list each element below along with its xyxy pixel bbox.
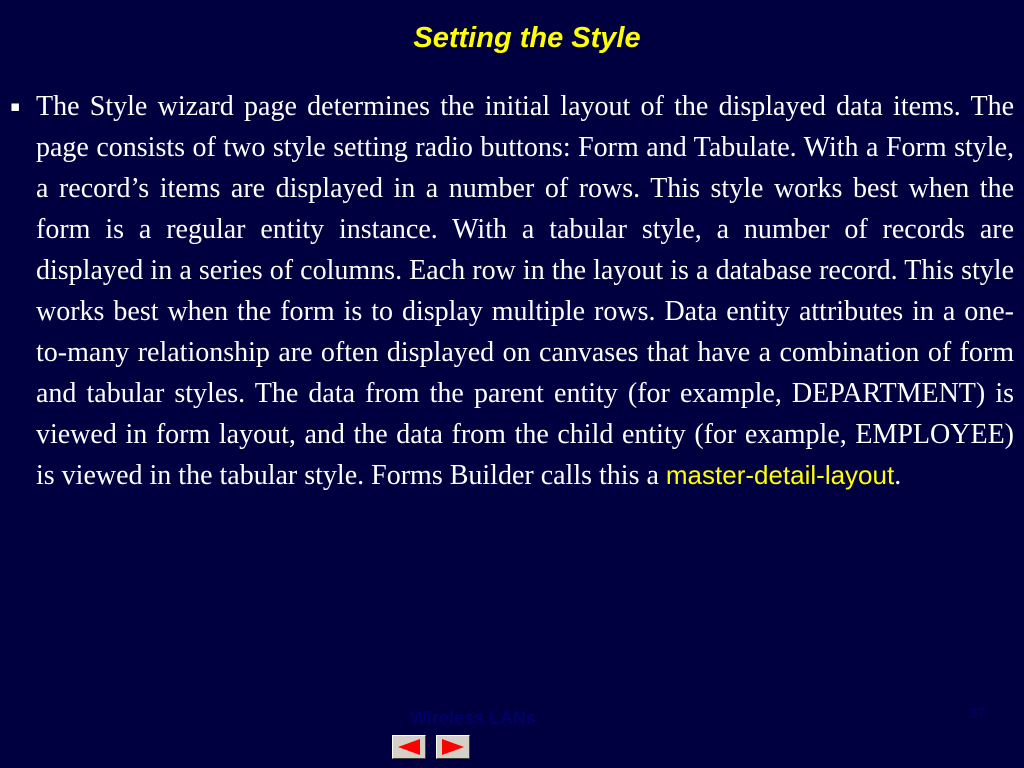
bullet-paragraph xyxy=(36,86,1014,496)
footer-text: Wireless LANs xyxy=(410,708,536,728)
highlight-term: master-detail-layout xyxy=(665,460,895,490)
left-triangle-icon xyxy=(396,738,422,756)
next-slide-button[interactable] xyxy=(436,735,470,759)
square-bullet-icon: ▪ xyxy=(10,97,21,115)
slide-title: Setting the Style xyxy=(413,22,641,54)
end-punctuation: . xyxy=(894,460,902,491)
bullet-body-text: The Style wizard page determines the initial layout of the displayed data items. The page consists of two style setting radio buttons: Form and Tabulate. With a Form style, a record’s items are displayed in a number of rows. This style works best when the form is a regular entity instance. With a tabular style, a number of records are displayed in a series of columns. Each row in the layout is a database record. This style works best when the form is to display multiple rows. Data entity attributes in a one-to-many relationship are often displayed on canvases that have a combination of form and tabular styles. The data from the parent entity (for example, DEPARTMENT) is viewed in form layout, and the data from the child entity (for example, EMPLOYEE) is viewed in the tabular style. Forms Builder calls this a xyxy=(36,91,1014,491)
bullet-item xyxy=(10,86,1014,496)
slide-content xyxy=(10,86,1014,496)
right-triangle-icon xyxy=(440,738,466,756)
page-number: 37 xyxy=(969,705,986,722)
previous-slide-button[interactable] xyxy=(392,735,426,759)
